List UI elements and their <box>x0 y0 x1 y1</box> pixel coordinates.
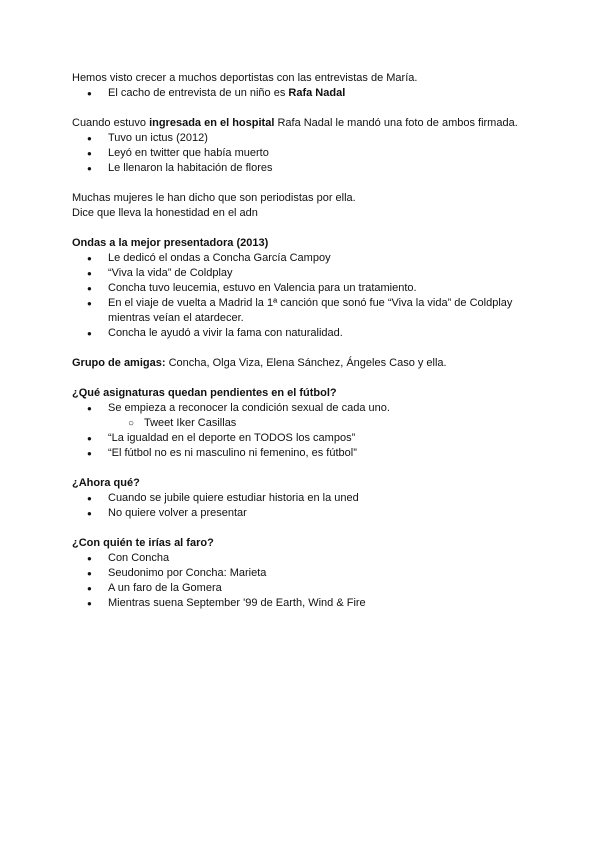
section-heading: ¿Ahora qué? <box>72 477 140 489</box>
football-sublist <box>72 416 542 431</box>
list-item: ● Cuando se jubile quiere estudiar historia en la uned <box>72 491 542 506</box>
list-item: ● El cacho de entrevista de un niño es Rafa Nadal <box>72 86 542 101</box>
list-item: ● “El fútbol no es ni masculino ni femenino, es fútbol” <box>72 446 542 461</box>
football-list-continued <box>72 431 542 461</box>
list-item: ● Le llenaron la habitación de flores <box>72 161 542 176</box>
friends-line: Grupo de amigas: Concha, Olga Viza, Elena Sánchez, Ángeles Caso y ella. <box>72 357 447 369</box>
list-item: ● Seudonimo por Concha: Marieta <box>72 566 542 581</box>
honesty-line: Dice que lleva la honestidad en el adn <box>72 207 258 219</box>
intro-list <box>72 86 542 101</box>
lighthouse-list <box>72 551 542 611</box>
now-list <box>72 491 542 521</box>
list-item: ● No quiere volver a presentar <box>72 506 542 521</box>
bold-text: Rafa Nadal <box>288 87 346 99</box>
intro-line: Hemos visto crecer a muchos deportistas con las entrevistas de María. <box>72 72 418 84</box>
document-body <box>72 71 542 611</box>
section-heading: Ondas a la mejor presentadora (2013) <box>72 237 269 249</box>
list-item: ● A un faro de la Gomera <box>72 581 542 596</box>
list-item: ● Se empieza a reconocer la condición sexual de cada uno. <box>72 401 542 416</box>
list-item: ● Leyó en twitter que había muerto <box>72 146 542 161</box>
women-line: Muchas mujeres le han dicho que son periodistas por ella. <box>72 192 356 204</box>
section-heading: ¿Qué asignaturas quedan pendientes en el fútbol? <box>72 387 337 399</box>
list-item: ● Le dedicó el ondas a Concha García Campoy <box>72 251 542 266</box>
list-item: ● “La igualdad en el deporte en TODOS los campos” <box>72 431 542 446</box>
list-item: ● Mientras suena September '99 de Earth, Wind & Fire <box>72 596 542 611</box>
list-item: ● Concha le ayudó a vivir la fama con naturalidad. <box>72 326 542 341</box>
ondas-list <box>72 251 542 341</box>
hospital-list <box>72 131 542 176</box>
list-item: ● En el viaje de vuelta a Madrid la 1ª canción que sonó fue “Viva la vida” de Coldplay mientras veían el atardecer. <box>72 296 542 326</box>
list-item: ● Concha tuvo leucemia, estuvo en Valencia para un tratamiento. <box>72 281 542 296</box>
section-heading: ¿Con quién te irías al faro? <box>72 537 214 549</box>
sub-list-item: ○ Tweet Iker Casillas <box>72 416 542 431</box>
list-item: ● Con Concha <box>72 551 542 566</box>
list-item: ● Tuvo un ictus (2012) <box>72 131 542 146</box>
football-list <box>72 401 542 416</box>
hospital-paragraph: Cuando estuvo ingresada en el hospital Rafa Nadal le mandó una foto de ambos firmada. <box>72 117 518 129</box>
bold-text: ingresada en el hospital <box>149 117 275 129</box>
list-item: ● “Viva la vida” de Coldplay <box>72 266 542 281</box>
